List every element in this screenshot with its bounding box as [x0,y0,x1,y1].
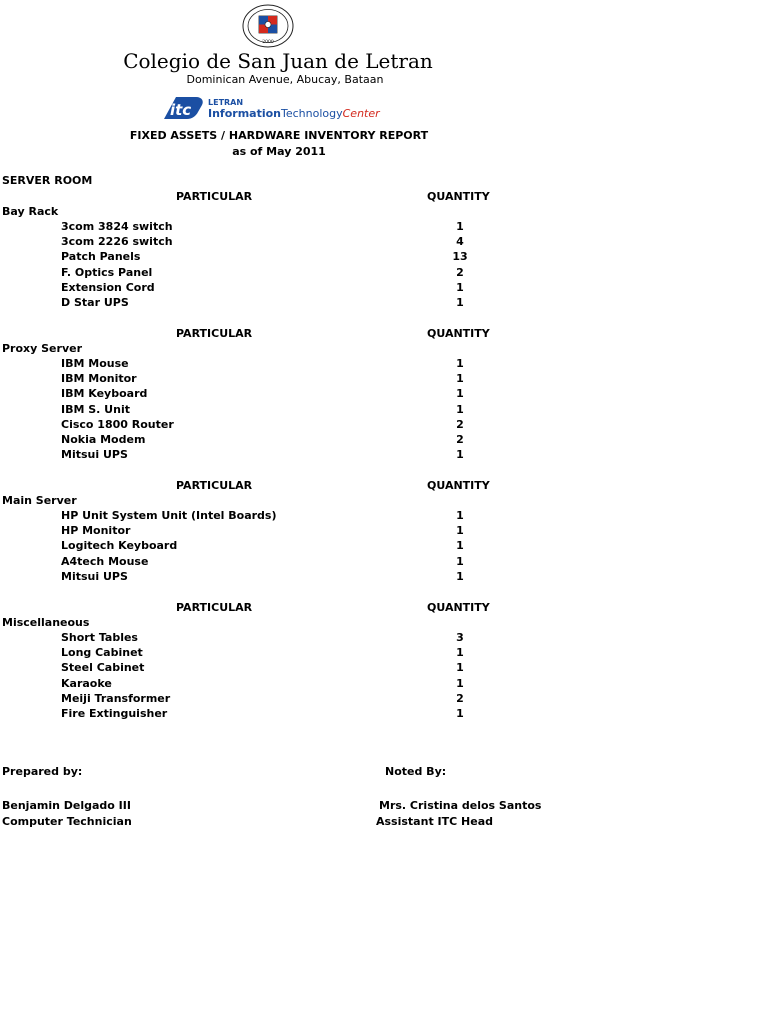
item-quantity: 1 [456,372,464,385]
itc-logo-icon [162,94,392,122]
noted-by-title: Assistant ITC Head [376,815,493,828]
category-heading: Main Server [2,494,77,507]
item-name: Extension Cord [61,281,155,294]
item-name: A4tech Mouse [61,555,149,568]
item-name: IBM Monitor [61,372,137,385]
item-name: IBM Keyboard [61,387,148,400]
item-quantity: 2 [456,266,464,279]
item-name: Meiji Transformer [61,692,171,705]
item-quantity: 1 [456,646,464,659]
svg-text:itc: itc [170,101,192,119]
item-quantity: 1 [456,509,464,522]
logo-letran-text: LETRAN [208,98,244,107]
item-quantity: 3 [456,631,464,644]
category-heading: Proxy Server [2,342,83,355]
quantity-column-header: QUANTITY [427,190,490,203]
item-name: F. Optics Panel [61,266,153,279]
item-quantity: 1 [456,281,464,294]
noted-by-name: Mrs. Cristina delos Santos [379,799,542,812]
quantity-column-header: QUANTITY [427,327,490,340]
quantity-column-header: QUANTITY [427,479,490,492]
item-name: Nokia Modem [61,433,146,446]
school-seal-icon [242,4,294,48]
item-name: Long Cabinet [61,646,143,659]
item-quantity: 1 [456,570,464,583]
item-quantity: 1 [456,357,464,370]
item-quantity: 1 [456,220,464,233]
item-name: Cisco 1800 Router [61,418,174,431]
noted-by-label: Noted By: [385,765,447,778]
particular-column-header: PARTICULAR [176,327,253,340]
item-quantity: 1 [456,555,464,568]
logo-technology-text: Technology [281,107,343,120]
item-quantity: 4 [456,235,464,248]
school-name: Colegio de San Juan de Letran [123,49,433,73]
item-name: Logitech Keyboard [61,539,178,552]
item-quantity: 13 [452,250,468,263]
item-quantity: 1 [456,539,464,552]
particular-column-header: PARTICULAR [176,190,253,203]
item-name: HP Monitor [61,524,131,537]
item-quantity: 1 [456,707,464,720]
item-name: 3com 2226 switch [61,235,173,248]
category-heading: Miscellaneous [2,616,90,629]
item-name: Mitsui UPS [61,448,128,461]
item-name: Karaoke [61,677,112,690]
item-name: IBM Mouse [61,357,129,370]
report-title: FIXED ASSETS / HARDWARE INVENTORY REPORT [129,129,429,142]
item-name: D Star UPS [61,296,129,309]
svg-text:InformationTechnologyCenter [208,107,381,120]
room-heading: SERVER ROOM [2,174,93,187]
prepared-by-title: Computer Technician [2,815,132,828]
item-name: HP Unit System Unit (Intel Boards) [61,509,277,522]
particular-column-header: PARTICULAR [176,479,253,492]
prepared-by-name: Benjamin Delgado III [2,799,131,812]
particular-column-header: PARTICULAR [176,601,253,614]
item-name: Mitsui UPS [61,570,128,583]
school-address: Dominican Avenue, Abucay, Bataan [186,73,384,86]
item-name: IBM S. Unit [61,403,130,416]
item-quantity: 2 [456,418,464,431]
item-quantity: 1 [456,524,464,537]
category-heading: Bay Rack [2,205,59,218]
item-quantity: 1 [456,661,464,674]
item-name: Fire Extinguisher [61,707,168,720]
item-quantity: 1 [456,387,464,400]
item-quantity: 1 [456,448,464,461]
quantity-column-header: QUANTITY [427,601,490,614]
prepared-by-label: Prepared by: [2,765,83,778]
item-name: 3com 3824 switch [61,220,173,233]
logo-center-text: Center [342,107,380,120]
item-quantity: 1 [456,403,464,416]
seal-year: 2000 [262,40,274,45]
item-name: Patch Panels [61,250,141,263]
item-quantity: 1 [456,677,464,690]
logo-information-text: Information [208,107,281,120]
item-quantity: 2 [456,692,464,705]
item-name: Short Tables [61,631,138,644]
report-date: as of May 2011 [232,145,326,158]
item-quantity: 2 [456,433,464,446]
item-quantity: 1 [456,296,464,309]
item-name: Steel Cabinet [61,661,145,674]
